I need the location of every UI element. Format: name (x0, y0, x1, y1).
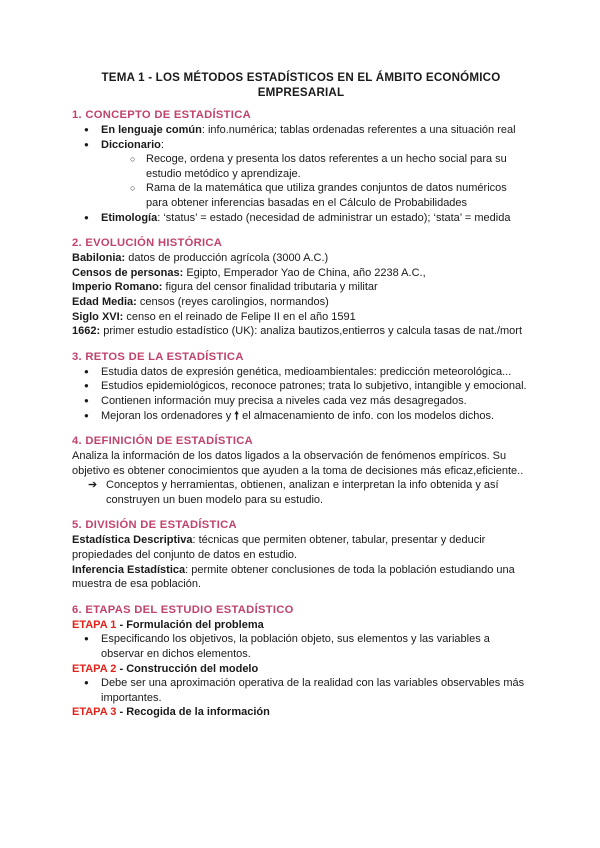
etapa-title: - Construcción del modelo (116, 662, 259, 675)
arrow-item-text: Conceptos y herramientas, obtienen, analizan e interpretan la info obtenida y así construyen un buen modelo para su estudio. (106, 479, 499, 506)
history-row (72, 266, 530, 281)
etapa-heading (72, 618, 530, 633)
history-row (72, 251, 530, 266)
history-text: Egipto, Emperador Yao de China, año 2238 A.C., (183, 266, 426, 279)
document-title (72, 70, 530, 100)
etapa-title: - Formulación del problema (116, 618, 264, 631)
history-text: figura del censor finalidad tributaria y militar (162, 281, 378, 294)
section-retos (72, 350, 530, 423)
etapa-list (72, 632, 530, 661)
sub-list-item: ○ Recoge, ordena y presenta los datos referentes a un hecho social para su estudio metódico y aprendizaje. (72, 152, 530, 181)
list-item (72, 211, 530, 226)
term-label: Inferencia Estadística (72, 563, 186, 576)
arrow-right-icon: ➔ (88, 479, 98, 492)
section-heading: 4. DEFINICIÓN DE ESTADÍSTICA (72, 435, 253, 448)
section-concepto (72, 108, 530, 225)
history-label: Siglo XVI: (72, 310, 124, 323)
section-heading: 1. CONCEPTO DE ESTADÍSTICA (72, 109, 251, 121)
history-text: censos (reyes carolingios, normandos) (136, 295, 329, 308)
term-label: Etimología (101, 211, 158, 224)
history-row (72, 324, 530, 339)
division-paragraph (72, 533, 530, 562)
list-item: ● Debe ser una aproximación operativa de la realidad con las variables observables más importantes. (72, 676, 530, 705)
history-label: 1662: (72, 325, 101, 338)
history-text: primer estudio estadístico (UK): analiza bautizos,entierros y calcula tasas de nat./mort (100, 325, 522, 338)
section-evolucion (72, 236, 530, 339)
term-text: : (160, 138, 164, 151)
term-text: : ‘status’ = estado (necesidad de administrar un estado); ‘stata’ = medida (157, 211, 511, 224)
list-item (72, 123, 530, 138)
term-text: : técnicas que permiten obtener, tabular, presentar y deducir propiedades del conjunto de datos en estudio. (72, 534, 486, 562)
concepto-list (72, 123, 530, 225)
list-item: ● Contienen información muy precisa a niveles cada vez más desagregados. (72, 394, 530, 409)
section-etapas (72, 603, 530, 720)
item-text: el almacenamiento de info. con los modelos dichos. (239, 409, 495, 422)
history-label: Babilonia: (72, 252, 126, 265)
history-row (72, 295, 530, 310)
section-heading: 5. DIVISIÓN DE ESTADÍSTICA (72, 519, 237, 532)
title-line-2: EMPRESARIAL (257, 86, 345, 99)
section-division (72, 518, 530, 591)
section-heading: 6. ETAPAS DEL ESTUDIO ESTADÍSTICO (72, 603, 294, 616)
definition-paragraph: Analiza la información de los datos ligados a la observación de fenómenos empíricos. Su objetivo es obtener conocimientos que ayuden a la toma de decisiones más eficaz,eficiente.. (72, 450, 524, 477)
term-label: Diccionario (101, 138, 161, 151)
retos-list (72, 365, 530, 423)
division-paragraph (72, 563, 530, 592)
section-heading: 2. EVOLUCIÓN HISTÓRICA (72, 237, 223, 250)
history-label: Edad Media: (72, 295, 137, 308)
etapa-title: - Recogida de la información (116, 706, 270, 719)
etapa-number: ETAPA 1 (72, 618, 117, 631)
arrow-item (72, 478, 530, 507)
list-item (72, 138, 530, 153)
etapa-list (72, 676, 530, 705)
history-row (72, 280, 530, 295)
history-text: censo en el reinado de Felipe II en el año 1591 (123, 310, 356, 323)
list-item: ● Estudia datos de expresión genética, medioambientales: predicción meteorológica... (72, 365, 530, 380)
etapa-heading (72, 662, 530, 677)
term-label: Estadística Descriptiva (72, 534, 193, 547)
history-label: Censos de personas: (72, 266, 184, 279)
etapa-heading (72, 705, 530, 720)
sub-list-item: ○ Rama de la matemática que utiliza grandes conjuntos de datos numéricos para obtener inferencias basadas en el Cálculo de Probabilidades (72, 181, 530, 210)
etapa-number: ETAPA 2 (72, 662, 117, 675)
section-heading: 3. RETOS DE LA ESTADÍSTICA (72, 350, 244, 363)
item-text: Mejoran los ordenadores y (101, 409, 235, 422)
history-label: Imperio Romano: (72, 281, 163, 294)
list-item (72, 409, 530, 424)
section-definicion (72, 434, 530, 507)
term-text: : permite obtener conclusiones de toda la población estudiando una muestra de esa población. (72, 563, 515, 591)
list-item: ● Estudios epidemiológicos, reconoce patrones; trata lo subjetivo, intangible y emocional. (72, 379, 530, 394)
up-arrow-icon: 🠕 (234, 409, 240, 422)
term-text: : info.numérica; tablas ordenadas referentes a una situación real (201, 124, 516, 136)
title-line-1: TEMA 1 - LOS MÉTODOS ESTADÍSTICOS EN EL ÁMBITO ECONÓMICO (101, 71, 501, 84)
etapa-number: ETAPA 3 (72, 706, 117, 719)
list-item: ● Especificando los objetivos, la población objeto, sus elementos y las variables a observar en dichos elementos. (72, 632, 530, 661)
history-text: datos de producción agrícola (3000 A.C.) (125, 252, 329, 265)
history-row (72, 310, 530, 325)
term-label: En lenguaje común (101, 124, 202, 136)
